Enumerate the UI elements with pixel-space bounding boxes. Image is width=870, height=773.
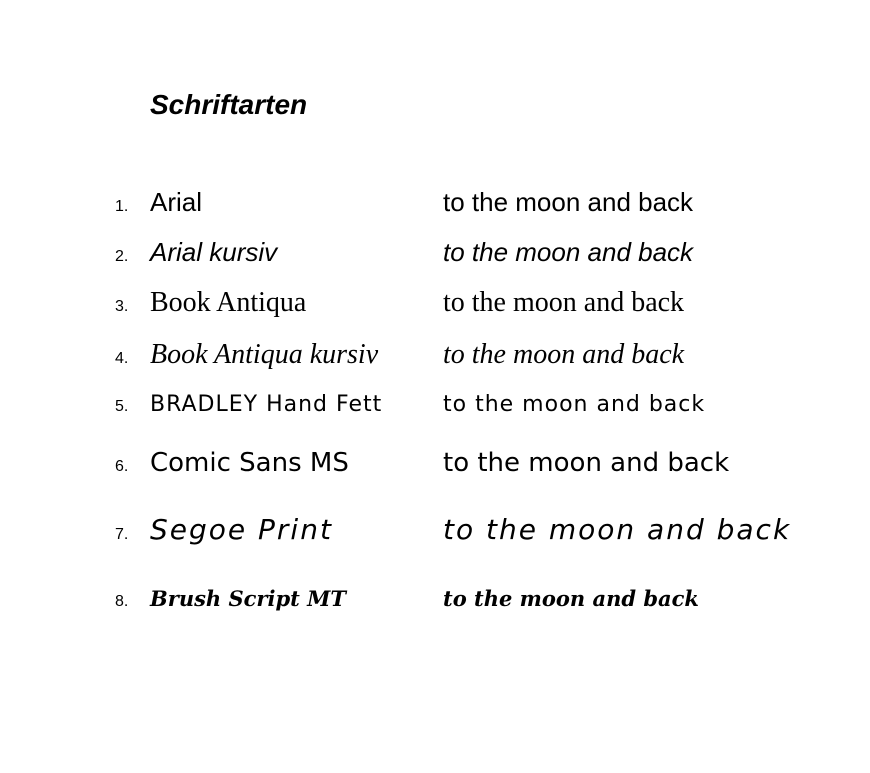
font-sample-text: to the moon and back [443,448,730,478]
list-number: 6. [115,458,129,475]
font-list-item-arial-kursiv [0,239,693,265]
font-sample-text: to the moon and back [443,187,694,217]
list-number: 1. [115,198,129,215]
font-name-label: Book Antiqua kursiv [150,339,379,370]
font-sample-text: to the moon and back [443,392,706,417]
font-sample-text: to the moon and back [443,339,685,370]
font-list-item-comic-sans-ms [0,450,729,476]
font-sample-text: to the moon and back [443,287,685,318]
font-name-label: Comic Sans MS [150,448,349,478]
font-name-label: Book Antiqua [150,287,307,318]
font-list-item-arial [0,189,693,215]
font-list-item-segoe-print [0,513,792,546]
font-sample-text: to the moon and back [443,586,699,611]
font-name-label: Brush Script MT [150,586,347,611]
font-name-label: BRADLEY Hand Fett [150,392,383,417]
font-sample-text: to the moon and back [443,513,792,546]
list-number: 5. [115,398,129,415]
font-name-label: Arial kursiv [150,237,278,267]
page-title: Schriftarten [150,88,308,120]
list-number: 7. [115,526,129,543]
font-sample-text: to the moon and back [443,237,694,267]
list-number: 2. [115,248,129,265]
font-name-label: Segoe Print [150,513,333,546]
font-list-item-book-antiqua-kursiv [0,341,684,369]
list-number: 8. [115,593,129,610]
font-list-item-bradley-hand-fett [0,394,705,416]
font-list-item-brush-script-mt [0,588,699,610]
font-name-label: Arial [150,187,203,217]
list-number: 4. [115,350,129,367]
font-list-item-book-antiqua [0,289,684,317]
list-number: 3. [115,298,129,315]
